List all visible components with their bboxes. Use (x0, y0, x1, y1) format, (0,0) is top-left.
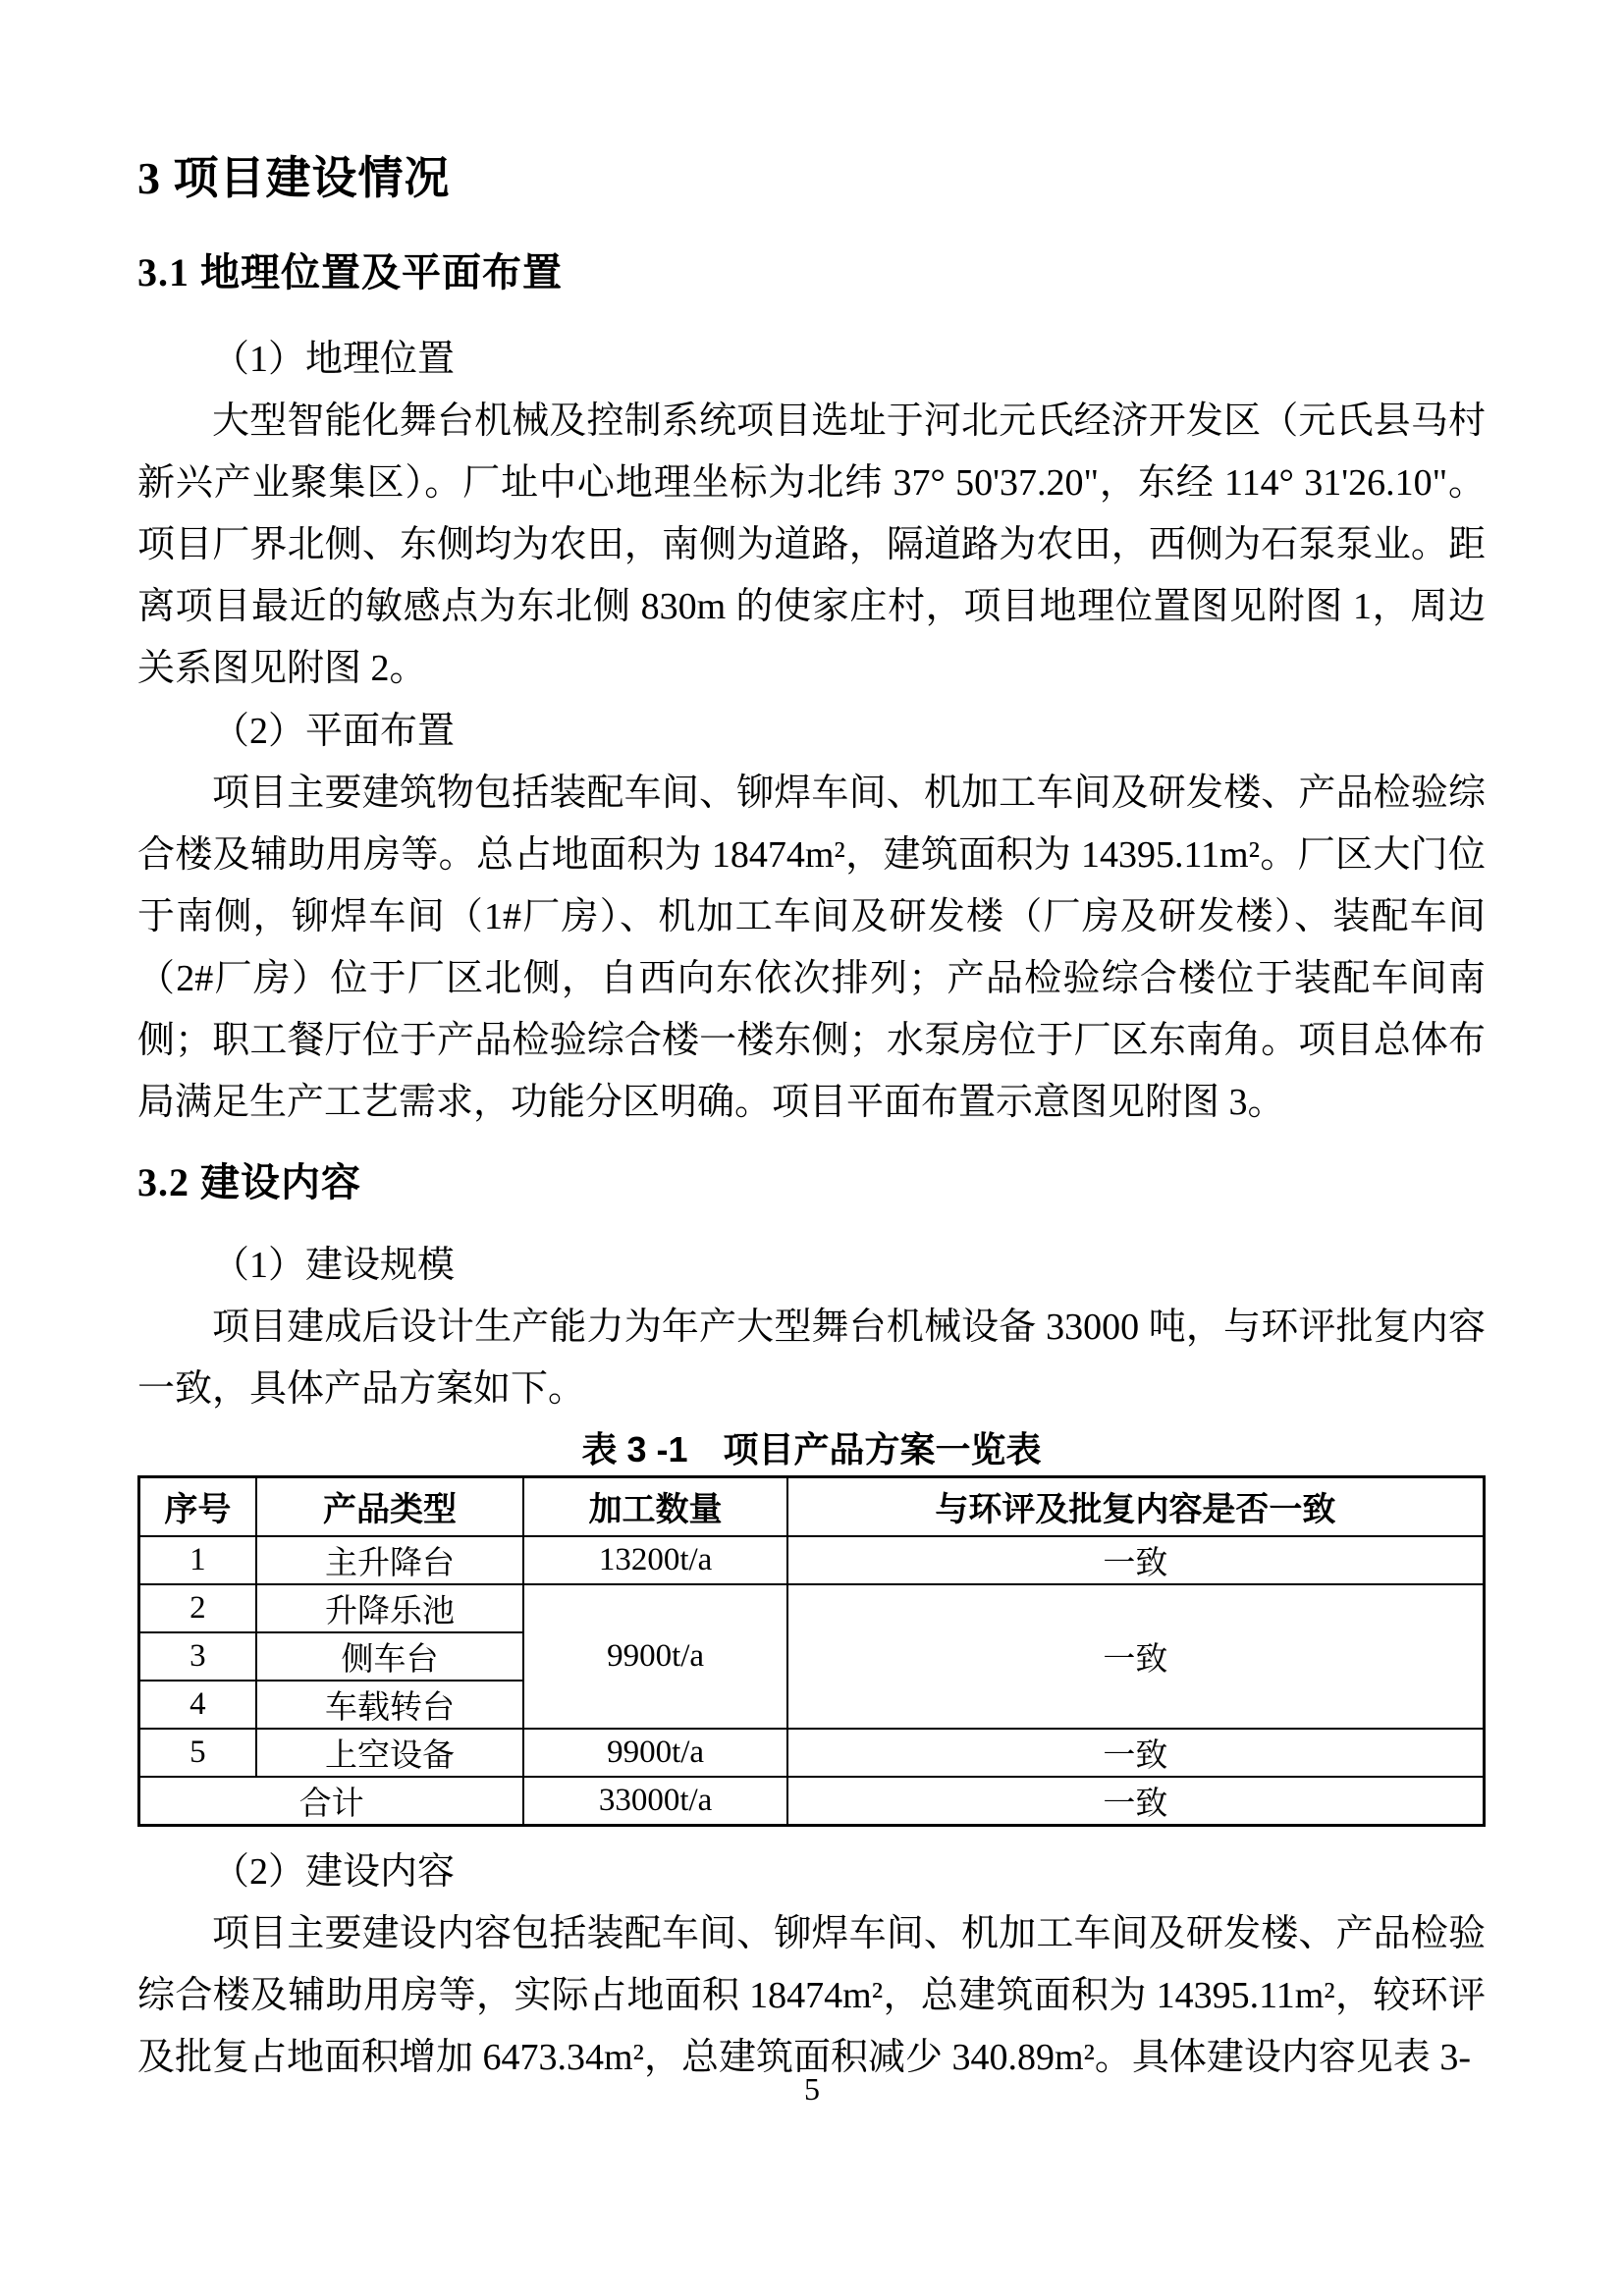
table-row (139, 1729, 1485, 1777)
table-header-row (139, 1477, 1485, 1536)
column-header-index: 序号 (139, 1477, 256, 1536)
cell-consistency-merged: 一致 (787, 1584, 1485, 1729)
cell-product-type: 车载转台 (256, 1681, 524, 1729)
cell-index: 4 (139, 1681, 256, 1729)
paragraph-construction-content: 项目主要建设内容包括装配车间、铆焊车间、机加工车间及研发楼、产品检验综合楼及辅助用房等，实际占地面积 18474m²，总建筑面积为 14395.11m²，较环评及批复占地面积增加 6473.34m²，总建筑面积减少 340.89m²。具体建设内容见表 3- (137, 1912, 1486, 2078)
cell-product-type: 侧车台 (256, 1632, 524, 1681)
cell-product-type: 上空设备 (256, 1729, 524, 1777)
cell-quantity: 13200t/a (523, 1536, 787, 1584)
cell-product-type: 升降乐池 (256, 1584, 524, 1632)
column-header-quantity: 加工数量 (523, 1477, 787, 1536)
cell-index: 3 (139, 1632, 256, 1681)
cell-total-consistency: 一致 (787, 1777, 1485, 1826)
cell-total-quantity: 33000t/a (523, 1777, 787, 1826)
column-header-product-type: 产品类型 (256, 1477, 524, 1536)
cell-index: 5 (139, 1729, 256, 1777)
item-heading-layout: （2）平面布置 (212, 711, 456, 752)
cell-index: 2 (139, 1584, 256, 1632)
product-plan-table (137, 1475, 1486, 1827)
cell-quantity: 9900t/a (523, 1729, 787, 1777)
section-heading-3-2: 3.2 建设内容 (137, 1160, 361, 1204)
paragraph-plant-layout: 项目主要建筑物包括装配车间、铆焊车间、机加工车间及研发楼、产品检验综合楼及辅助用房等。总占地面积为 18474m²，建筑面积为 14395.11m²。厂区大门位于南侧，铆焊车间（1#厂房）、机加工车间及研发楼（厂房及研发楼）、装配车间（2#厂房）位于厂区北侧，自西向东依次排列；产品检验综合楼位于装配车间南侧；职工餐厅位于产品检验综合楼一楼东侧；水泵房位于厂区东南角。项目总体布局满足生产工艺需求，功能分区明确。项目平面布置示意图见附图 3。 (137, 773, 1486, 1123)
table-row (139, 1584, 1485, 1632)
chapter-heading: 3 项目建设情况 (137, 153, 451, 203)
column-header-consistency: 与环评及批复内容是否一致 (787, 1477, 1485, 1536)
cell-consistency: 一致 (787, 1729, 1485, 1777)
cell-consistency: 一致 (787, 1536, 1485, 1584)
cell-index: 1 (139, 1536, 256, 1584)
section-heading-3-1: 3.1 地理位置及平面布置 (137, 250, 563, 294)
item-heading-content: （2）建设内容 (212, 1850, 456, 1893)
paragraph-construction-scale: 项目建成后设计生产能力为年产大型舞台机械设备 33000 吨，与环评批复内容一致，具体产品方案如下。 (137, 1307, 1486, 1410)
page-number: 5 (804, 2071, 820, 2107)
cell-quantity-merged: 9900t/a (523, 1584, 787, 1729)
table-row (139, 1536, 1485, 1584)
table-caption: 表 3 -1 项目产品方案一览表 (581, 1429, 1042, 1469)
item-heading-geo: （1）地理位置 (212, 339, 456, 380)
table-total-row (139, 1777, 1485, 1826)
item-heading-scale: （1）建设规模 (212, 1245, 456, 1286)
cell-product-type: 主升降台 (256, 1536, 524, 1584)
cell-total-label: 合计 (139, 1777, 524, 1826)
paragraph-geo-location: 大型智能化舞台机械及控制系统项目选址于河北元氏经济开发区（元氏县马村新兴产业聚集区）。厂址中心地理坐标为北纬 37° 50'37.20"，东经 114° 31'26.10"。项目厂界北侧、东侧均为农田，南侧为道路，隔道路为农田，西侧为石泵泵业。距离项目最近的敏感点为东北侧 830m 的使家庄村，项目地理位置图见附图 1，周边关系图见附图 2。 (137, 400, 1486, 689)
